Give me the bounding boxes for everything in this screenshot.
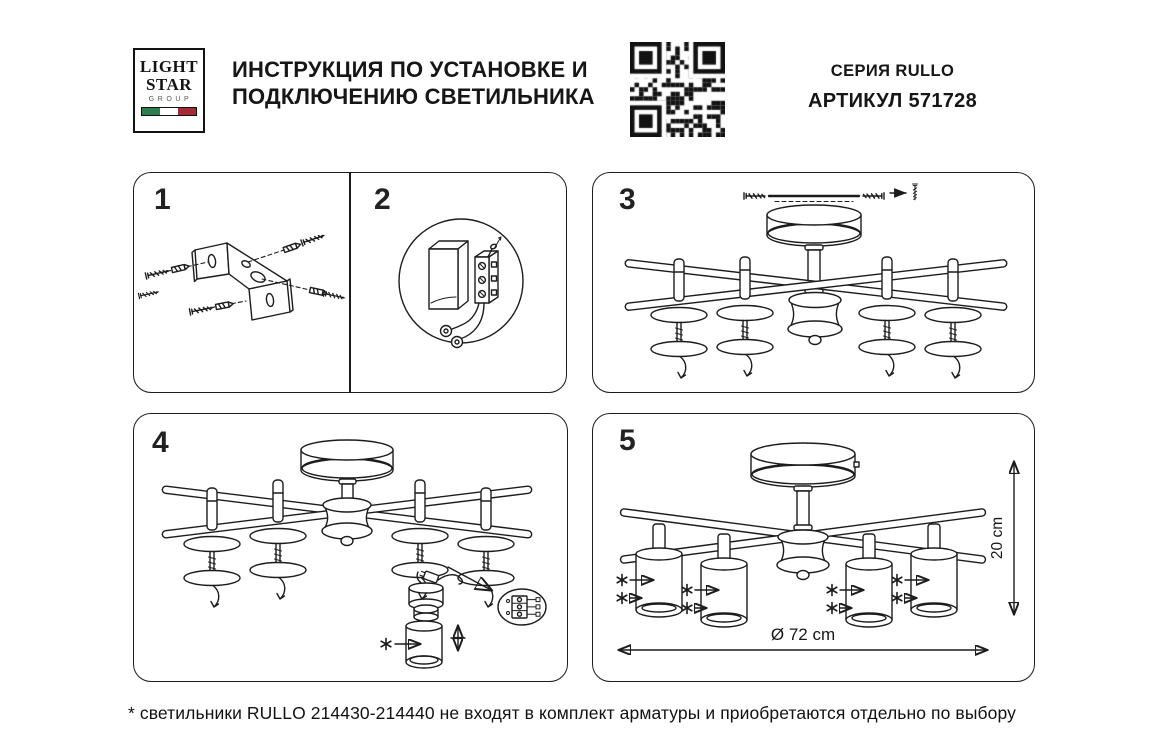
panel-step-4 xyxy=(133,413,568,682)
step-number-2: 2 xyxy=(374,183,391,216)
central-hub xyxy=(788,293,842,345)
shade-holder xyxy=(925,259,981,378)
shade-holder xyxy=(458,488,514,607)
junction-box xyxy=(429,241,468,309)
step-number-3: 3 xyxy=(619,183,636,216)
stem xyxy=(794,486,812,530)
title-line-1: ИНСТРУКЦИЯ ПО УСТАНОВКЕ И xyxy=(232,57,588,82)
mounting-bar xyxy=(744,184,917,202)
italy-flag-icon xyxy=(141,107,197,116)
footnote-asterisk xyxy=(381,639,391,650)
shade-holder xyxy=(184,488,240,607)
logo-text-light: LIGHT xyxy=(139,57,199,76)
central-hub xyxy=(777,530,829,580)
lightstar-logo xyxy=(133,48,205,133)
ceiling-canopy xyxy=(767,205,861,246)
product-info xyxy=(780,62,1005,113)
lamp-shade xyxy=(911,524,957,617)
screw-icon xyxy=(138,289,160,299)
logo-text-group: GROUP xyxy=(148,96,193,103)
height-dimension xyxy=(989,462,1014,614)
terminal-block xyxy=(475,237,501,303)
step5-assembled-diagram xyxy=(593,414,1033,680)
article-label: АРТИКУЛ 571728 xyxy=(807,90,978,112)
diameter-dimension-label: Ø 72 cm xyxy=(770,625,836,644)
step4-shade-attachment-diagram xyxy=(134,414,566,680)
panel-steps-1-2 xyxy=(133,172,567,393)
series-label: СЕРИЯ RULLO xyxy=(830,62,955,80)
screw-icon xyxy=(913,184,918,200)
step-number-5: 5 xyxy=(619,424,636,457)
logo-text-star: STAR xyxy=(145,74,193,94)
connector-detail-circle xyxy=(498,589,546,625)
panel-step-5 xyxy=(592,413,1035,682)
step-number-1: 1 xyxy=(154,183,171,216)
qr-code xyxy=(630,42,725,137)
diameter-dimension xyxy=(619,625,987,650)
step1-bracket-diagram xyxy=(134,173,349,391)
central-hub xyxy=(322,498,372,546)
ceiling-canopy xyxy=(301,440,393,481)
title-line-2: ПОДКЛЮЧЕНИЮ СВЕТИЛЬНИКА xyxy=(232,84,595,109)
ceiling-canopy xyxy=(751,443,859,487)
lamp-shade xyxy=(636,524,682,617)
step2-wiring-diagram xyxy=(351,173,569,391)
page-title xyxy=(232,56,595,110)
shade-holder xyxy=(651,259,707,378)
height-dimension-label: 20 cm xyxy=(989,516,1006,560)
panel-step-3 xyxy=(592,172,1035,393)
lamp-socket xyxy=(409,569,462,621)
footnote: * светильники RULLO 214430-214440 не входят в комплект арматуры и приобретаются отдельно по выбору xyxy=(128,703,1016,723)
move-vertical-icon xyxy=(451,626,465,650)
step-number-4: 4 xyxy=(152,426,169,459)
step3-armature-diagram xyxy=(593,173,1033,391)
